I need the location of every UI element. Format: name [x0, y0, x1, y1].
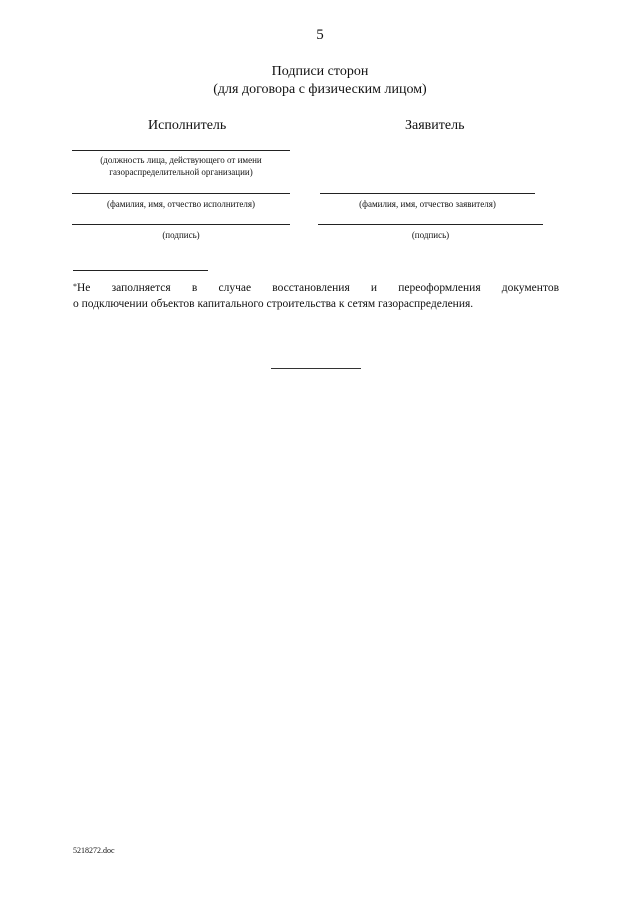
applicant-signature-line — [318, 224, 543, 225]
applicant-name-caption: (фамилия, имя, отчество заявителя) — [359, 199, 496, 209]
document-subtitle: (для договора с физическим лицом) — [213, 82, 427, 97]
applicant-name-line — [320, 193, 535, 194]
applicant-heading: Заявитель — [405, 118, 465, 133]
footnote-word — [73, 280, 90, 296]
document-title: Подписи сторон — [271, 64, 369, 79]
footnote-word: случае — [218, 282, 252, 294]
executor-position-caption — [72, 154, 290, 178]
footnote-word: в — [191, 282, 198, 294]
footnote-word: восстановления — [272, 282, 350, 294]
footnote-separator — [73, 270, 208, 271]
footnote-word: и — [370, 282, 378, 294]
footnote-line1 — [73, 280, 559, 296]
footnote-marker: * — [73, 282, 77, 291]
footnote — [73, 280, 559, 312]
page-number: 5 — [316, 27, 324, 43]
executor-position-caption-line1: (должность лица, действующего от имени — [100, 155, 262, 165]
executor-name-caption: (фамилия, имя, отчество исполнителя) — [106, 199, 256, 209]
executor-position-caption-line2: газораспределительной организации) — [109, 167, 253, 177]
executor-position-line — [72, 150, 290, 151]
applicant-signature-caption: (подпись) — [411, 230, 450, 240]
executor-signature-line — [72, 224, 290, 225]
executor-name-line — [72, 193, 290, 194]
footnote-word: заполняется — [111, 282, 171, 294]
executor-heading: Исполнитель — [148, 118, 227, 133]
end-of-document-line — [271, 368, 361, 369]
footnote-line2: о подключении объектов капитального строительства к сетям газораспределения. — [73, 298, 474, 310]
document-id: 5218272.doc — [73, 846, 115, 855]
footnote-word: документов — [501, 282, 559, 294]
footnote-word: переоформления — [398, 282, 481, 294]
footnote-word-text: Не — [77, 282, 91, 294]
executor-signature-caption: (подпись) — [162, 230, 200, 240]
